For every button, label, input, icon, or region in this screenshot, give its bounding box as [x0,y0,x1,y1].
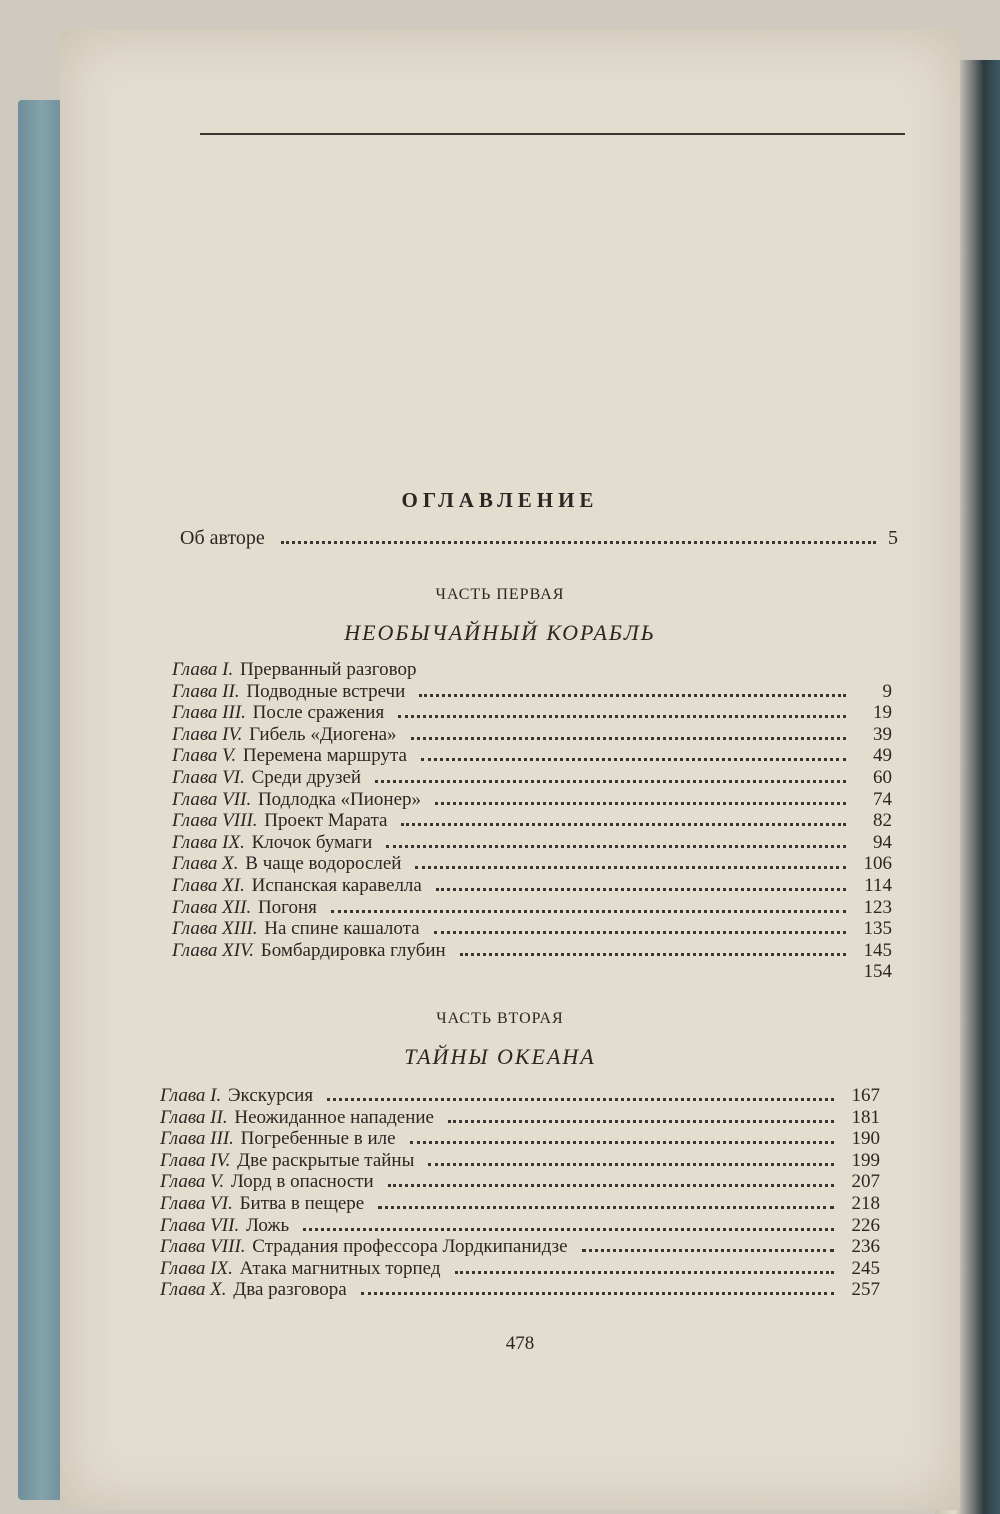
chapter-title: Испанская каравелла [251,874,422,896]
chapter-number: Глава V. [172,745,237,767]
dot-leader [434,931,846,934]
chapter-page: 207 [851,1171,880,1193]
chapter-title: Атака магнитных торпед [239,1257,441,1279]
toc-row[interactable] [160,1258,880,1280]
dot-leader [398,715,846,718]
toc-row[interactable] [160,1085,880,1107]
chapter-page: 226 [851,1214,880,1236]
chapter-number: Глава XI. [172,874,245,896]
top-rule [200,133,905,135]
about-author-row[interactable] [180,527,898,555]
chapter-title: Ложь [245,1214,290,1236]
page-number: 478 [505,1333,535,1354]
part2-label: ЧАСТЬ ВТОРАЯ [436,1010,564,1027]
chapter-page: 190 [851,1128,880,1150]
toc-row[interactable] [160,1215,880,1237]
chapter-number: Глава I. [160,1085,222,1106]
chapter-page: 245 [851,1257,880,1279]
chapter-number: Глава IX. [160,1257,233,1279]
dot-leader [388,1184,834,1187]
dot-leader [401,823,846,826]
chapter-page: 236 [851,1236,880,1258]
chapter-number: Глава VII. [172,788,252,810]
dot-leader [410,1141,834,1144]
chapter-page: 114 [864,874,892,896]
chapter-page: 123 [863,896,892,918]
dot-leader [436,888,846,891]
chapter-number: Глава II. [172,680,240,702]
chapter-number: Глава X. [160,1279,227,1301]
toc-row[interactable] [160,1193,880,1215]
chapter-number: Глава III. [172,702,246,724]
chapter-page: 94 [873,831,892,853]
dot-leader [415,866,846,869]
dot-leader [448,1120,834,1123]
chapter-title: Подводные встречи [246,680,406,702]
chapter-title: Битва в пещере [239,1192,365,1214]
chapter-page: 181 [851,1106,880,1128]
toc-row[interactable] [160,1128,880,1150]
part2-title: ТАЙНЫ ОКЕАНА [404,1044,596,1069]
toc-row[interactable] [172,810,892,832]
dot-leader [419,694,846,697]
chapter-number: Глава VIII. [160,1236,246,1258]
toc-row[interactable] [160,1279,880,1301]
chapter-title: Два разговора [233,1279,347,1301]
chapter-number: Глава II. [160,1106,228,1128]
chapter-number: Глава XIII. [172,918,258,940]
chapter-title: Экскурсия [228,1085,314,1106]
chapter-page: 19 [873,702,892,724]
toc-row[interactable] [172,940,892,962]
chapter-number: Глава VI. [172,766,245,788]
chapter-title: Гибель «Диогена» [249,723,397,745]
chapter-page: 82 [873,810,892,832]
toc-row[interactable] [172,767,892,789]
dot-leader [460,953,846,956]
dot-leader [378,1206,834,1209]
dot-leader [435,802,846,805]
about-author-page: 5 [888,527,898,549]
chapter-title: На спине кашалота [264,918,420,940]
chapter-page: 218 [851,1192,880,1214]
chapter-page: 167 [851,1085,880,1106]
toc-row[interactable] [172,853,892,875]
chapter-title: После сражения [252,702,385,724]
chapter-number: Глава VI. [160,1192,233,1214]
chapter-title: Прерванный разговор [240,659,417,680]
chapter-number: Глава III. [160,1128,234,1150]
chapter-page: 49 [873,745,892,767]
chapter-title: Бомбардировка глубин [260,939,446,961]
contents-heading: ОГЛАВЛЕНИЕ [401,488,599,512]
toc-row[interactable] [160,1171,880,1193]
toc-row[interactable] [172,832,892,854]
toc-row [172,961,892,983]
dot-leader [455,1271,834,1274]
dot-leader [428,1163,834,1166]
chapter-number: Глава VIII. [172,810,258,832]
chapter-number: Глава V. [160,1171,225,1193]
dot-leader [375,780,846,783]
dot-leader [281,541,876,544]
dot-leader [361,1292,834,1295]
chapter-page: 199 [851,1149,880,1171]
chapter-page: 74 [873,788,892,810]
chapter-page: 257 [851,1279,880,1301]
chapter-page: 9 [882,680,892,702]
dot-leader [582,1249,834,1252]
chapter-number: Глава IV. [160,1149,231,1171]
chapter-title: В чаще водорослей [245,853,402,875]
chapter-number: Глава VII. [160,1214,240,1236]
part1-title: НЕОБЫЧАЙНЫЙ КОРАБЛЬ [344,620,656,645]
dot-leader [331,910,846,913]
toc-row[interactable] [172,659,892,681]
toc-row[interactable] [160,1236,880,1258]
chapter-page: 39 [873,723,892,745]
dot-leader [421,758,846,761]
chapter-title: Проект Марата [264,810,388,832]
chapter-number: Глава IX. [172,831,245,853]
chapter-title: Погребенные в иле [240,1128,396,1150]
dot-leader [303,1228,834,1231]
toc-row[interactable] [160,1150,880,1172]
toc-row[interactable] [172,789,892,811]
toc-row[interactable] [172,875,892,897]
chapter-number: Глава X. [172,853,239,875]
toc-row[interactable] [172,724,892,746]
toc-row[interactable] [172,681,892,703]
chapter-page: 106 [863,853,892,875]
chapter-title: Две раскрытые тайны [237,1149,415,1171]
chapter-page: 135 [863,918,892,940]
chapter-title: Лорд в опасности [230,1171,374,1193]
chapter-title: Перемена маршрута [242,745,407,767]
chapter-page: 60 [873,766,892,788]
toc-row[interactable] [172,897,892,919]
chapter-title: Среди друзей [251,766,362,788]
chapter-number: Глава XII. [172,896,252,918]
dot-leader [386,845,846,848]
part1-toc [172,659,892,983]
part2-toc [160,1085,880,1301]
toc-row[interactable] [172,745,892,767]
chapter-title: Страдания профессора Лордкипанидзе [252,1236,568,1258]
dot-leader [327,1098,834,1101]
chapter-title: Подлодка «Пионер» [257,788,422,810]
toc-row[interactable] [172,918,892,940]
chapter-number: Глава IV. [172,723,243,745]
part1-label: ЧАСТЬ ПЕРВАЯ [435,586,565,603]
dot-leader [411,737,846,740]
chapter-page: 145 [863,939,892,961]
toc-row[interactable] [172,702,892,724]
about-author-label: Об авторе [180,527,265,549]
toc-row[interactable] [160,1107,880,1129]
chapter-number: Глава XIV. [172,939,255,961]
chapter-number: Глава I. [172,659,234,680]
chapter-title: Погоня [257,896,317,918]
chapter-page: 154 [863,961,892,983]
chapter-title: Неожиданное нападение [234,1106,434,1128]
chapter-title: Клочок бумаги [251,831,373,853]
